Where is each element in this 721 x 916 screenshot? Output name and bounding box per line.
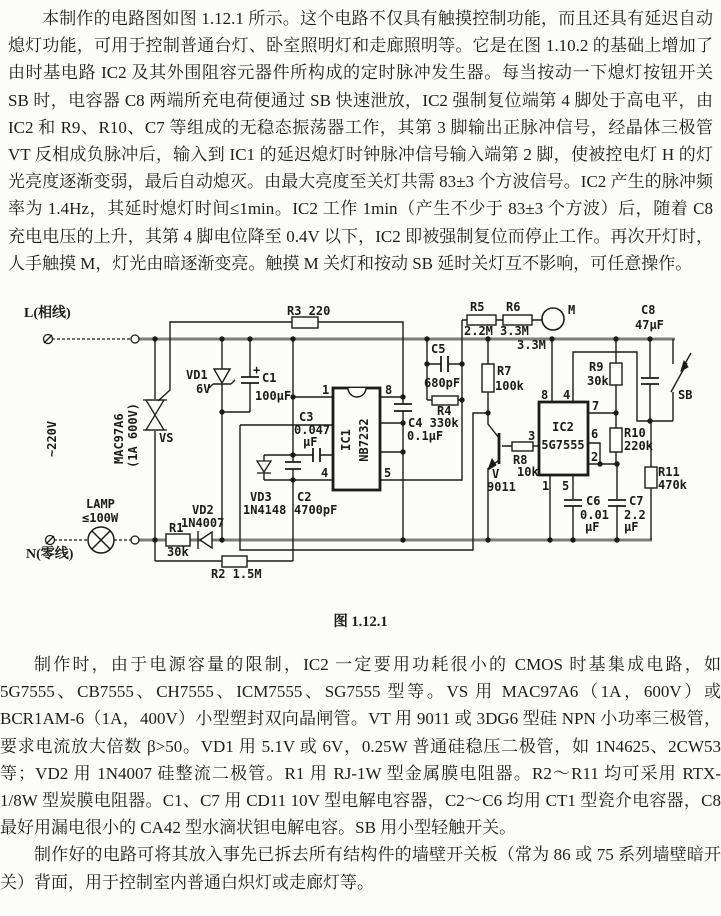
label-c5: C5 xyxy=(431,342,446,356)
transistor-v-symbol xyxy=(488,433,499,470)
label-c4-r4-value: C4 330k xyxy=(408,416,459,430)
triac-vs-symbol xyxy=(143,400,167,430)
paragraph-parts: 制作时，由于电源容量的限制，IC2 一定要用功耗很小的 CMOS 时基集成电路，如 5G7555、CB7555、CH7555、ICM7555、SG7555 型等。VS 用 MAC97A6（1A，600V）或 BCR1AM-6（1A，400V）小型塑封双向晶闸管。VT 用 9011 或 3DG6 型硅 NPN 小功率三极管，要求电流放大倍数 β>50。VD1 用 5.1V 或 6V，0.25W 普通硅稳压二极管，如 1N4625、2CW53 等；VD2 用 1N4007 硅整流二极管。R1 用 RJ-1W 型金属膜电阻器。R2～R11 均可采用 RTX-1/8W 型炭膜电阻器。C1、C7 用 CD11 10V 型电解电容器，C2～C6 均用 CT1 型瓷介电容器，C8 最好用漏电很小的 CA42 型水滴状钽电解电容。SB 用小型轻触开关。 xyxy=(0,655,721,838)
label-vd1-value: 6V xyxy=(196,382,211,396)
label-ic1-pin8: 8 xyxy=(385,383,393,397)
label-ic1: IC1 xyxy=(339,429,353,451)
paragraph-intro: 本制作的电路图如图 1.12.1 所示。这个电路不仅具有触摸控制功能，而且还具有延迟自动熄灯功能，可用于控制普通台灯、卧室照明灯和走廊照明等。它是在图 1.10.2 的基础上增加了由时基电路 IC2 及其外围阻容元器件所构成的定时脉冲发生器。每当按动一下熄灯按钮开关 SB 时，电容器 C8 两端所充电荷便通过 SB 快速泄放，IC2 强制复位端第 4 脚处于高电平，由 IC2 和 R9、R10、C7 等组成的无稳态振荡器工作，其第 3 脚输出正脉冲信号，经晶体三极管 VT 反相成负脉冲后，输入到 IC1 的延迟熄灯时钟脉冲信号输入端第 2 脚，使被控电灯 H 的灯光亮度逐渐变弱，最后自动熄灭。由最大亮度至关灯共需 83±3 个方波信号。IC2 产生的脉冲频率为 1.4Hz，其延时熄灯时间≤1min。IC2 工作 1min（产生不少于 83±3 个方波）后，随着 C8 充电电压的上升，其第 4 脚电位降至 0.4V 以下，IC2 即被强制复位而停止工作。再次开灯时，人手触摸 M，灯光由暗逐渐变亮。触摸 M 关灯和按动 SB 延时关灯互不影响，可任意操作。 xyxy=(8,9,713,273)
label-r1-value: 30k xyxy=(167,545,189,559)
label-r5-value: 2.2M xyxy=(464,324,493,338)
label-ghost-33m: 3.3M xyxy=(517,338,546,352)
label-c1-value: 100µF xyxy=(255,389,292,403)
label-c5-value: 680pF xyxy=(424,376,461,390)
label-ic1-part: NB7232 xyxy=(357,418,371,462)
label-c8-value: 47µF xyxy=(635,318,664,332)
label-ic1-pin5: 5 xyxy=(384,466,392,480)
label-c3-value: 0.047 xyxy=(294,423,331,437)
label-ic2-part: 5G7555 xyxy=(541,438,585,452)
label-neutral-terminal: N(零线) xyxy=(26,547,74,562)
label-vd2-value: 1N4007 xyxy=(181,516,225,530)
touch-electrode-m xyxy=(542,308,564,330)
label-c7-unit: µF xyxy=(624,520,639,534)
label-c7: C7 xyxy=(629,494,644,508)
label-sb: SB xyxy=(678,388,693,402)
paragraph-install: 制作好的电路可将其放入事先已拆去所有结构件的墙壁开关板（常为 86 或 75 系列墙壁暗开关）背面，用于控制室内普通白炽灯或走廊灯等。 xyxy=(0,845,721,892)
label-r9-value: 30k xyxy=(587,374,609,388)
lamp-symbol xyxy=(88,527,114,553)
label-ic2-pin1: 1 xyxy=(542,479,550,493)
label-ic2-pin2: 2 xyxy=(591,450,599,464)
label-ic2-pin6: 6 xyxy=(591,427,599,441)
label-vd3-value: 1N4148 xyxy=(243,503,287,517)
label-r9: R9 xyxy=(589,360,604,374)
label-c3-unit: µF xyxy=(303,435,318,449)
pushbutton-sb-symbol xyxy=(681,361,688,371)
label-ic1-pin4: 4 xyxy=(321,466,329,480)
label-ic2-pin7: 7 xyxy=(592,399,600,413)
label-vs: VS xyxy=(159,431,174,445)
label-c7-value: 2.2 xyxy=(624,508,646,522)
label-c1-polarity: + xyxy=(253,363,261,377)
label-ic2-pin3: 3 xyxy=(528,429,536,443)
label-lamp: LAMP xyxy=(86,497,115,511)
label-mains-voltage: ~220V xyxy=(45,420,59,457)
label-r6: R6 xyxy=(506,300,521,314)
label-r2: R2 1.5M xyxy=(211,567,262,581)
terminal-neutral xyxy=(46,536,55,545)
label-r10-value: 220k xyxy=(624,439,653,453)
label-c2-value: 4700pF xyxy=(294,503,338,517)
terminal-live xyxy=(44,335,53,344)
label-vs-rating: (1A 600V) xyxy=(126,402,140,468)
diode-vd2-symbol xyxy=(198,531,212,549)
label-c4-value: 0.1µF xyxy=(407,429,444,443)
label-ic2-pin8: 8 xyxy=(541,388,549,402)
label-r5: R5 xyxy=(470,300,485,314)
label-c2: C2 xyxy=(297,490,312,504)
label-ic2-pin5: 5 xyxy=(562,479,570,493)
label-ic1-pin1: 1 xyxy=(322,383,330,397)
label-lamp-rating: ≤100W xyxy=(82,511,119,525)
bottom-text-block xyxy=(0,651,721,896)
label-r7-value: 100k xyxy=(495,379,524,393)
label-r8: R8 xyxy=(513,453,528,467)
label-touch-electrode: M xyxy=(568,303,576,317)
label-c8: C8 xyxy=(641,303,656,317)
label-r6-value: 3.3M xyxy=(500,324,529,338)
label-transistor: V xyxy=(492,467,500,481)
label-live-terminal: L(相线) xyxy=(24,306,71,321)
diode-vd3-symbol xyxy=(257,461,271,473)
label-c1: C1 xyxy=(262,371,277,385)
label-c6-value: 0.01 xyxy=(580,508,609,522)
label-ic2: IC2 xyxy=(552,420,574,434)
label-transistor-part: 9011 xyxy=(487,480,516,494)
label-r7: R7 xyxy=(497,364,512,378)
label-c6-unit: µF xyxy=(585,520,600,534)
label-c3: C3 xyxy=(299,410,314,424)
label-vd2: VD2 xyxy=(192,503,214,517)
label-r11-value: 470k xyxy=(658,478,687,492)
label-c6: C6 xyxy=(586,494,601,508)
figure-caption: 图 1.12.1 xyxy=(333,614,388,630)
label-vd1: VD1 xyxy=(186,368,208,382)
label-vd3: VD3 xyxy=(250,490,272,504)
label-r8-value: 10k xyxy=(517,465,539,479)
label-vs-part: MAC97A6 xyxy=(112,413,126,464)
label-r4: R4 xyxy=(437,404,452,418)
label-r3: R3 220 xyxy=(287,304,331,318)
label-r10: R10 xyxy=(624,426,646,440)
label-r11: R11 xyxy=(658,465,680,479)
label-r1: R1 xyxy=(169,521,184,535)
label-ic2-pin4: 4 xyxy=(563,388,571,402)
